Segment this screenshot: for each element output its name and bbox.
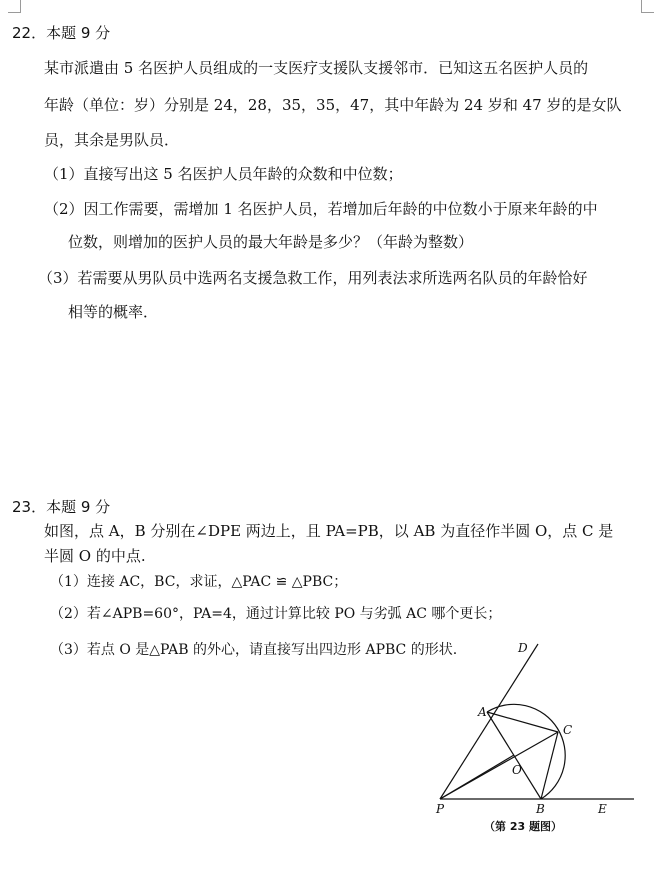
label-o: O [512,763,522,777]
figure-caption: （第 23 题图） [484,820,562,833]
ray-pd [440,644,538,799]
segment-bc [541,732,558,799]
q23-stem-line-2: 半圆 O 的中点. [44,547,146,565]
q22-part-3: （3）若需要从男队员中选两名支援急救工作，用列表法求所选两名队员的年龄恰好 [38,269,588,287]
label-a: A [478,705,487,719]
q23-part-2: （2）若∠APB=60°，PA=4，通过计算比较 PO 与劣弧 AC 哪个更长； [50,606,502,622]
label-b: B [536,802,545,816]
q22-stem-line-2: 年龄（单位：岁）分别是 24，28，35，35，47，其中年龄为 24 岁和 47 岁的是女队 [44,96,622,114]
q22-header: 22．本题 9 分 [12,24,111,42]
q22-part-2-cont: 位数，则增加的医护人员的最大年龄是多少？（年龄为整数） [68,233,474,251]
q23-part-1: （1）连接 AC，BC，求证，△PAC ≌ △PBC； [50,574,348,590]
label-d: D [518,641,528,655]
label-c: C [563,723,573,737]
q23-stem-line-1: 如图，点 A，B 分别在∠DPE 两边上，且 PA=PB，以 AB 为直径作半圆 O，点 C 是 [44,522,614,540]
q22-stem-line-1: 某市派遣由 5 名医护人员组成的一支医疗支援队支援邻市．已知这五名医护人员的 [44,59,589,77]
label-p: P [436,802,445,816]
geometry-figure [426,636,642,840]
page-corner-mark-left [8,0,21,13]
segment-po [440,755,514,799]
q22-part-3-cont: 相等的概率． [68,303,159,321]
q22-stem-line-3: 员，其余是男队员． [44,131,180,149]
q23-part-3: （3）若点 O 是△PAB 的外心，请直接写出四边形 APBC 的形状. [50,642,458,658]
page-corner-mark-right [641,0,654,13]
q22-part-2: （2）因工作需要，需增加 1 名医护人员，若增加后年龄的中位数小于原来年龄的中 [44,200,598,218]
q22-part-1: （1）直接写出这 5 名医护人员年龄的众数和中位数； [44,165,403,183]
label-e: E [598,802,607,816]
q23-header: 23．本题 9 分 [12,498,111,516]
